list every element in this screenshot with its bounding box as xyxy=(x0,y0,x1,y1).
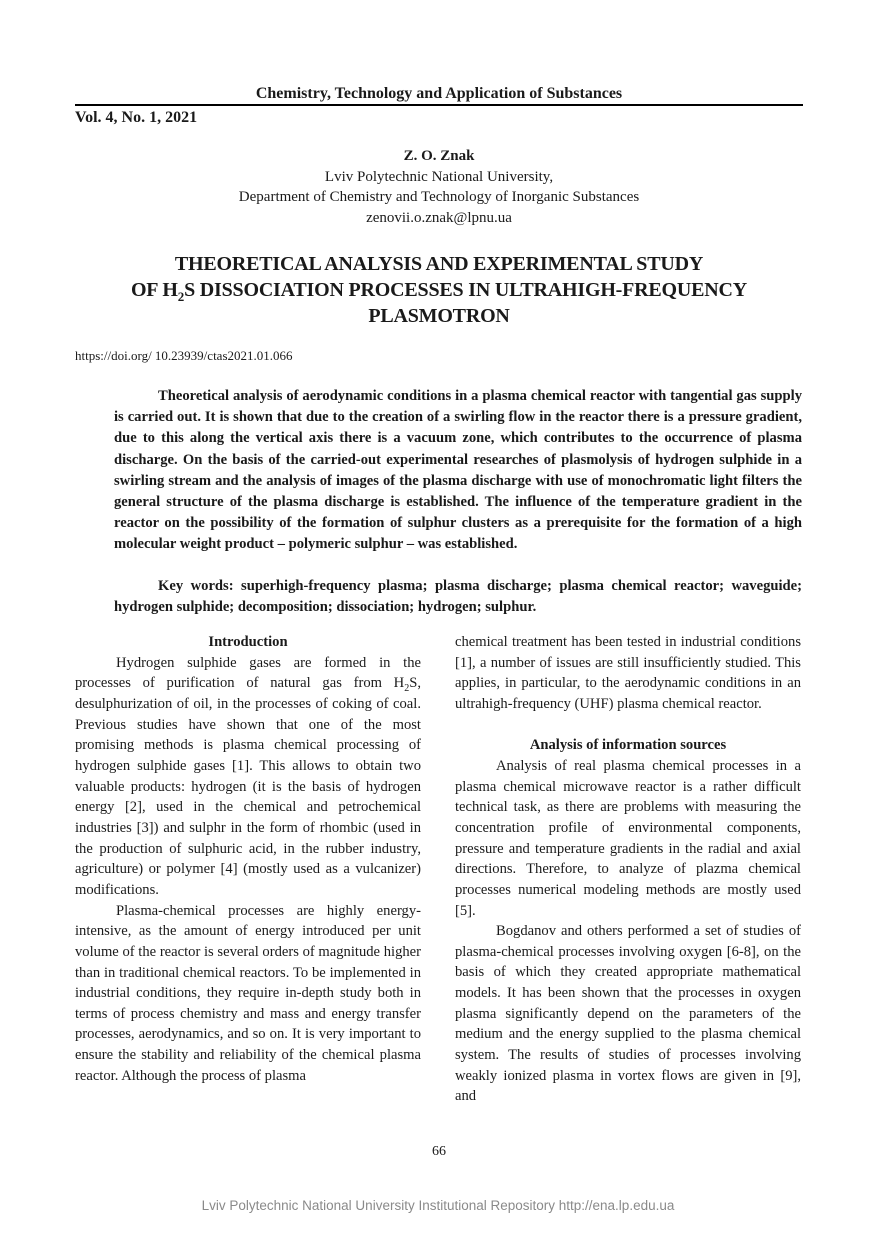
author-affiliation-university: Lviv Polytechnic National University, xyxy=(324,168,554,185)
right-column xyxy=(455,632,801,1107)
analysis-heading: Analysis of information sources xyxy=(529,737,727,754)
doi-link[interactable]: https://doi.org/ 10.23939/ctas2021.01.066 xyxy=(75,348,293,363)
author-name: Z. O. Znak xyxy=(403,148,475,164)
keywords: Key words: superhigh-frequency plasma; plasma discharge; plasma chemical reactor; waveguide; hydrogen sulphide; decomposition; dissociation; hydrogen; sulphur. xyxy=(114,578,802,616)
title-line-2: OF $H_2S$ DISSOCIATION PROCESSES IN ULTRAHIGH-FREQUENCY xyxy=(130,279,748,304)
page-number: 66 xyxy=(432,1144,446,1159)
author-email[interactable]: zenovii.o.znak@lpnu.ua xyxy=(366,209,512,226)
author-block xyxy=(75,146,803,228)
author-affiliation-department: Department of Chemistry and Technology of Inorganic Substances xyxy=(238,189,640,205)
section-gap xyxy=(455,715,801,736)
abstract: Theoretical analysis of aerodynamic conditions in a plasma chemical reactor with tangential gas supply is carried out. It is shown that due to the creation of a swirling flow in the reactor there is a pressure gradient, due to this along the vertical axis there is a vacuum zone, which contributes to the occurrence of plasma discharge. On the basis of the carried-out experimental researches of plasmolysis of hydrogen sulphide in a swirling stream and the analysis of images of the plasma discharge with use of monochromatic light filters the general structure of the plasma discharge is established. The influence of the temperature gradient in the reactor on the possibility of the formation of sulphur clusters as a prerequisite for the formation of a high molecular weight product – polymeric sulphur – was established. xyxy=(114,388,802,553)
introduction-heading: Introduction xyxy=(208,634,288,650)
introduction-paragraph-2: Plasma-chemical processes are highly energy-intensive, as the amount of energy introduced per unit volume of the reactor is several orders of magnitude higher than in traditional chemical reactors. To be implemented in industrial conditions, they require in-depth study both in terms of process chemistry and mass and energy transfer processes, aerodynamics, and so on. It is very important to ensure the stability and reliability of the chemical plasma reactor. Although the process of plasma xyxy=(75,902,421,1084)
title-line-1: THEORETICAL ANALYSIS AND EXPERIMENTAL STUDY xyxy=(174,253,704,275)
title-line-3: PLASMOTRON xyxy=(368,305,510,327)
journal-name: Chemistry, Technology and Application of Substances xyxy=(255,85,623,102)
analysis-paragraph-1: Analysis of real plasma chemical processes in a plasma chemical microwave reactor is a rather difficult technical task, as there are problems with measuring the concentration profile of environmental components, pressure and temperature gradients in the radial and axial directions. Therefore, to analyze of plazma chemical processes numerical modeling methods are mostly used [5]. xyxy=(455,757,801,919)
introduction-paragraph-1: Hydrogen sulphide gases are formed in the processes of purification of natural gas from $H_2S$, desulphurization of oil, in the processes of coking of coal. Previous studies have shown that one of the most promising methods is plasma chemical processing of hydrogen sulphide gases [1]. This allows to obtain two valuable products: hydrogen (it is the basis of hydrogen energy [2], used in the chemical and petrochemical industries [3]) and sulphr in the form of rhombic (used in the production of sulphuric acid, in the rubber industry, agriculture) or polymer [4] (mostly used as a vulcanizer) modifications. xyxy=(75,654,421,898)
analysis-paragraph-2: Bogdanov and others performed a set of studies of plasma-chemical processes involving oxygen [6-8], on the basis of which they created appropriate mathematical models. It has been shown that the processes in oxygen plasma significantly depend on the parameters of the medium and the energy supplied to the plasma chemical system. The results of studies of processes involving weakly ionized plasma in vortex flows are given in [9], and xyxy=(455,923,801,1105)
introduction-paragraph-continued: chemical treatment has been tested in industrial conditions [1], a number of issues are still insufficiently studied. This applies, in particular, to the aerodynamic conditions in an ultrahigh-frequency (UHF) plasma chemical reactor. xyxy=(455,634,801,712)
volume-label: Vol. 4, No. 1, 2021 xyxy=(75,109,198,126)
header-rule xyxy=(75,104,803,106)
left-column xyxy=(75,632,421,1086)
repository-footer: Lviv Polytechnic National University Institutional Repository http://ena.lp.edu.ua xyxy=(201,1198,675,1213)
paper-title xyxy=(75,251,803,329)
